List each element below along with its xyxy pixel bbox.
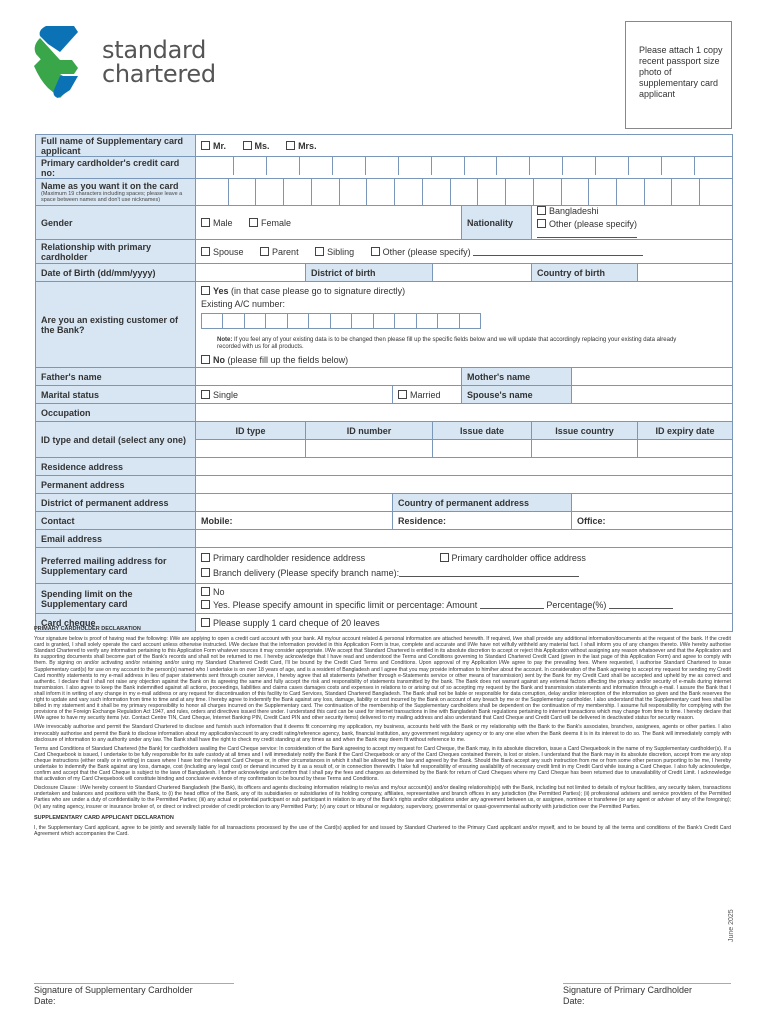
- mailing-address-label: Preferred mailing address for Supplementary card: [36, 548, 196, 584]
- char-box[interactable]: [312, 179, 340, 205]
- checkbox-icon[interactable]: [398, 390, 407, 399]
- mother-name-label: Mother's name: [462, 368, 572, 386]
- contact-label: Contact: [36, 512, 196, 530]
- card-number-label: Primary cardholder's credit card no:: [36, 157, 196, 179]
- occupation-label: Occupation: [36, 404, 196, 422]
- contact-mobile[interactable]: Mobile:: [196, 512, 393, 530]
- spending-options[interactable]: [196, 584, 733, 614]
- existing-yes-option[interactable]: Yes (in that case please go to signature directly): [201, 286, 727, 296]
- char-box[interactable]: [333, 157, 366, 175]
- issue-country-field[interactable]: [532, 440, 638, 458]
- primary-signature-label: Signature of Primary Cardholder: [563, 985, 693, 995]
- char-box[interactable]: [695, 157, 727, 175]
- char-box[interactable]: [451, 179, 479, 205]
- supplementary-signature-label: Signature of Supplementary Cardholder: [34, 985, 193, 995]
- mailing-residence[interactable]: Primary cardholder residence address: [201, 553, 437, 563]
- issue-country-header: Issue country: [532, 422, 638, 440]
- logo-mark-icon: [30, 24, 82, 100]
- char-box[interactable]: [629, 157, 662, 175]
- application-form: [35, 134, 733, 632]
- declaration-paragraph-3: Terms and Conditions of Standard Chartered (the Bank) for cardholders availing the Card Cheque service: In consideration of the Bank agreeing to accept my request for Card Cheque, the Bank may, in its absolute discretion, issue a Card Chequebook in the name of my Supplementary cardholder(s). If a Card Chequebook is issued, I undertake to be fully responsible for its safe custody at all times and I will immediately notify the Bank if the Card Chequebook or any of the Card Cheques contained therein, is lost or stolen. I understand that the Bank may in its absolute discretion, accept from me any stop cheque instructions (either orally or in writing) in cases where I have lost the relevant Card Cheque or, in other circumstances in which it shall be allowed by the law and agreed by the Bank. Should the Bank accept any such instruction from me or from some other person purporting to be me, I hereby undertake to indemnify the Bank against any loss, damage, cost (including any legal cost) or demand incurred by it as a result of, or in connection therewith. I take full responsibility of ensuring availability of necessary credit limit in my Credit Card while issuing a Card Cheque. I also fully acknowledge, confirm and accept that the Card Cheque is subject to the laws of Bangladesh. I further acknowledge and confirm that I shall pay the fees and charges as determined by the Bank for return of Card Cheques where my Card Cheque has been returned due to unavailability of Credit Limit. I acknowledge that activation of my Card Chequebook will constitute binding and conclusive evidence of my confirmation to be bound by these Terms and Conditions.: [34, 745, 731, 783]
- gender-male[interactable]: Male: [201, 218, 233, 228]
- char-box[interactable]: [423, 179, 451, 205]
- checkbox-icon[interactable]: [201, 587, 210, 596]
- char-box[interactable]: [617, 179, 645, 205]
- account-digit-box[interactable]: [331, 314, 352, 328]
- checkbox-icon[interactable]: [201, 247, 210, 256]
- residence-address-label: Residence address: [36, 458, 196, 476]
- char-box[interactable]: [284, 179, 312, 205]
- title-mr[interactable]: Mr.: [201, 141, 226, 151]
- signature-line-left: [34, 983, 234, 984]
- id-number-header: ID number: [306, 422, 433, 440]
- id-type-field[interactable]: [196, 440, 306, 458]
- dob-field[interactable]: [196, 264, 306, 282]
- char-box[interactable]: [662, 157, 695, 175]
- id-type-header: ID type: [196, 422, 306, 440]
- existing-customer-options[interactable]: [196, 282, 733, 368]
- country-of-birth-field[interactable]: [638, 264, 733, 282]
- checkbox-icon[interactable]: [371, 247, 380, 256]
- photo-attachment-box: [625, 21, 732, 129]
- char-box[interactable]: [465, 157, 498, 175]
- checkbox-icon[interactable]: [201, 355, 210, 364]
- char-box[interactable]: [234, 157, 267, 175]
- district-permanent-field[interactable]: [196, 494, 393, 512]
- char-box[interactable]: [563, 157, 596, 175]
- spending-limit-label: Spending limit on the Supplementary card: [36, 584, 196, 614]
- father-name-field[interactable]: [196, 368, 462, 386]
- card-cheque-option[interactable]: Please supply 1 card cheque of 20 leaves: [196, 614, 733, 632]
- dob-label: Date of Birth (dd/mm/yyyy): [36, 264, 196, 282]
- char-box[interactable]: [672, 179, 700, 205]
- account-digit-box[interactable]: [395, 314, 416, 328]
- district-of-birth-field[interactable]: [433, 264, 532, 282]
- supplementary-date-label: Date:: [34, 996, 56, 1006]
- char-box[interactable]: [596, 157, 629, 175]
- logo-word-chartered: chartered: [102, 60, 216, 88]
- existing-customer-label: Are you an existing customer of the Bank?: [36, 282, 196, 368]
- declaration-paragraph-2: I/We irrevocably authorise and permit the Standard Chartered to disclose and furnish such information that it deems fit concerning my application, my business, accounts held with the Bank or my relationship with the Bank to the Bank's associates, branches, assignees, agents or other parties. I also irrevocably authorise and permit the Bank to disclose information about my application/account to any credit rating/reference agency, bank, financial institution, any government regulatory agency or to any one else when the Bank deems it is in its interest to do so. The Bank will immediately comply with disclosure of information to any authority under any law. The Bank shall have the right to check my credit standing at any times as and when the Bank may deem fit without reference to me.: [34, 724, 731, 743]
- country-permanent-label: Country of permanent address: [393, 494, 572, 512]
- declaration-paragraph-5: I, the Supplementary Card applicant, agree to be jointly and severally liable for all transactions processed by the use of the Card(s) applied for and issued by Standard Chartered to the Primary Card applicant and/or myself, and to be bound by all the terms and conditions of the Bank's Credit Card Agreement which accompanies the Card.: [34, 824, 731, 837]
- district-permanent-label: District of permanent address: [36, 494, 196, 512]
- char-box[interactable]: [506, 179, 534, 205]
- checkbox-icon[interactable]: [201, 568, 210, 577]
- nationality-other[interactable]: Other (please specify): [537, 219, 727, 239]
- char-box[interactable]: [201, 179, 229, 205]
- account-digit-box[interactable]: [417, 314, 438, 328]
- checkbox-icon[interactable]: [201, 390, 210, 399]
- marital-married[interactable]: Married: [393, 386, 462, 404]
- account-digit-box[interactable]: [374, 314, 395, 328]
- declarations: [34, 626, 731, 840]
- gender-options[interactable]: [196, 206, 462, 240]
- spending-yes[interactable]: Yes. Please specify amount in specific limit or percentage: Amount Percentage(%): [201, 600, 727, 610]
- nationality-options[interactable]: [532, 206, 733, 240]
- char-box[interactable]: [700, 179, 727, 205]
- relationship-other[interactable]: Other (please specify): [371, 247, 644, 257]
- checkbox-icon[interactable]: [440, 553, 449, 562]
- declaration-paragraph-4: Disclosure Clause : I/We hereby consent to Standard Chartered Bangladesh (the Bank), its officers and agents disclosing information relating to me/us and my/our account(s) and/or dealing relationship(s) with the Bank, including but not limited to details of my/our facilities, any security taken, transactions undertaken and balances and positions with the Bank, to (i) the head office of the Bank, any of its subsidiaries or subsidiaries of its holding company, affiliates, representative and branch offices in any jurisdiction (the Permitted Parties); (ii) professional advisers and service providers of the Permitted Parties who are under a duty of confidentiality to the Permitted Parties; (iii) any actual or potential participant or sub participant in relation to any of the Bank's rights and/or obligations under any agreement between us, or assignee, nominee or transferee (or any agent or adviser of any of the foregoing); (iv) any rating agency, insurer or insurance broker of, or direct or indirect provider of credit protection to any Permitted Party; (v) any court or tribunal or regulatory, supervisory, governmental or quasi-governmental authority with jurisdiction over the Permitted Parties.: [34, 785, 731, 810]
- spending-no[interactable]: No: [201, 587, 727, 597]
- mailing-options[interactable]: [196, 548, 733, 584]
- marital-status-label: Marital status: [36, 386, 196, 404]
- char-box[interactable]: [589, 179, 617, 205]
- checkbox-icon[interactable]: [249, 218, 258, 227]
- email-label: Email address: [36, 530, 196, 548]
- permanent-address-field[interactable]: [196, 476, 733, 494]
- id-number-field[interactable]: [306, 440, 433, 458]
- char-box[interactable]: [497, 157, 530, 175]
- account-digit-box[interactable]: [438, 314, 459, 328]
- card-number-boxes[interactable]: [196, 157, 733, 179]
- char-box[interactable]: [267, 157, 300, 175]
- title-mrs[interactable]: Mrs.: [286, 141, 317, 151]
- account-digit-box[interactable]: [288, 314, 309, 328]
- account-digit-box[interactable]: [245, 314, 266, 328]
- country-permanent-field[interactable]: [572, 494, 733, 512]
- supplementary-declaration-heading: SUPPLEMENTARY CARD APPLICANT DECLARATION: [34, 814, 174, 821]
- id-expiry-field[interactable]: [638, 440, 733, 458]
- existing-ac-label: Existing A/C number:: [201, 299, 286, 309]
- nationality-bangladeshi[interactable]: Bangladeshi: [537, 206, 727, 216]
- gender-label: Gender: [36, 206, 196, 240]
- char-box[interactable]: [300, 157, 333, 175]
- name-on-card-boxes[interactable]: [196, 179, 733, 206]
- photo-instructions: Please attach 1 copy recent passport size photo of supplementary card applicant: [639, 45, 723, 99]
- id-type-label: ID type and detail (select any one): [36, 422, 196, 458]
- char-box[interactable]: [399, 157, 432, 175]
- id-expiry-header: ID expiry date: [638, 422, 733, 440]
- issue-date-header: Issue date: [433, 422, 532, 440]
- char-box[interactable]: [367, 179, 395, 205]
- logo-word-standard: standard: [102, 36, 207, 64]
- gender-female[interactable]: Female: [249, 218, 291, 228]
- primary-declaration-heading: PRIMARY CARDHOLDER DECLARATION: [34, 626, 141, 632]
- checkbox-icon[interactable]: [243, 141, 252, 150]
- relationship-parent[interactable]: Parent: [260, 247, 299, 257]
- marital-single[interactable]: Single: [196, 386, 393, 404]
- title-ms[interactable]: Ms.: [243, 141, 270, 151]
- occupation-field[interactable]: [196, 404, 733, 422]
- relationship-label: Relationship with primary cardholder: [36, 240, 196, 264]
- account-digit-box[interactable]: [352, 314, 373, 328]
- account-digit-box[interactable]: [309, 314, 330, 328]
- full-name-label: Full name of Supplementary card applicant: [36, 135, 196, 157]
- issue-date-field[interactable]: [433, 440, 532, 458]
- existing-ac-boxes[interactable]: [201, 313, 481, 329]
- char-box[interactable]: [201, 157, 234, 175]
- residence-address-field[interactable]: [196, 458, 733, 476]
- checkbox-icon[interactable]: [537, 206, 546, 215]
- checkbox-icon[interactable]: [260, 247, 269, 256]
- char-box[interactable]: [256, 179, 284, 205]
- country-of-birth-label: Country of birth: [532, 264, 638, 282]
- existing-no-option[interactable]: No (please fill up the fields below): [201, 355, 727, 365]
- account-digit-box[interactable]: [223, 314, 244, 328]
- relationship-options[interactable]: [196, 240, 733, 264]
- primary-date-label: Date:: [563, 996, 585, 1006]
- relationship-sibling[interactable]: Sibling: [315, 247, 354, 257]
- spouse-name-label: Spouse's name: [462, 386, 572, 404]
- char-box[interactable]: [534, 179, 562, 205]
- spouse-name-field[interactable]: [572, 386, 733, 404]
- char-box[interactable]: [366, 157, 399, 175]
- card-cheque-label: Card cheque: [36, 614, 196, 632]
- char-box[interactable]: [478, 179, 506, 205]
- checkbox-icon[interactable]: [201, 141, 210, 150]
- char-box[interactable]: [562, 179, 590, 205]
- logo-wordmark: [102, 38, 216, 86]
- permanent-address-label: Permanent address: [36, 476, 196, 494]
- full-name-field[interactable]: [196, 135, 733, 157]
- declaration-paragraph-1: Your signature below is proof of having read the following: I/We are applying to open a credit card account with your bank. All my/our account related & personal information are attached herewith. If required, I/we shall provide any additional information/documents at the request of the bank. If the credit card is granted, I shall solely operate the card account unless otherwise instructed. I/We declare that the information provided in this Application Form is true, complete and accurate and I/We have not wilfully withheld any material fact. I shall inform you of any changes thereto. I/We hereby authorise Standard Chartered to verify any information pertaining to this Application Form whatever sources it may consider appropriate. I/We accept that Standard Chartered is entitled in its absolute discretion to accept or reject this Application without assigning any reason whatsoever and that the Application and its supporting documents shall become part of the Bank's records and shall not be returned to me. I hereby acknowledge that I have read and understood the Terms and Conditions governing to Standard Chartered Credit Card (given in the last page of this Application Form) and agree to comply with them. By signing on and/or activating and/or retaining and/or using my Standard Chartered Credit Card, I'll be bound by the Credit Card Terms and Conditions. Upon approval of my Application I/We agree to pay the prevailing fees. Where requested, I authorise Standard Chartered to issue Supplementary card(s) for use on my account to the person(s) named who I undertake is on over 18 years of age, and is a resident of Bangladesh and I agree that you may provide information to him/her about the account. In consideration of the Bank agreeing to accept my request for sending my Credit Card monthly statements to my e-mail address in lieu of paper statements sent through courier service, I hereby agree that all statements (whether through e-Statements service or other means of transmission) sent by the Bank for my Credit Card shall be accepted and upheld by me as correct and authentic. I declare that I shall not raise any objection against the Bank on its agreeing the same and fully accept the risk and responsibility of statements transmitted by the bank. The Bank does not warrant against any external factors affecting the privacy and/or security of e-mails during internet transmission. I also agree to keep the Bank indemnified against all actions, proceedings, liabilities and claims cases damages costs and expenses in relations to or arising out of so accepting my request by the Bank and transmission statements and information through e-mail. I assure the Bank that I shall inform it in writing of any change in my e-mail address or any request for discontinuation of this facility to Card Services, Standard Chartered Bangladesh. The Bank shall not be liable or responsible for data corruption, delay and/or interception of the information so given and the Bank reserves the right to update and vary such information from time to time and at any time. I hereby agree to indemnify the Bank against any loss, damage, liability or cost incurred by the Bank on account of any breach by me or the Supplementary cardholder. I also understand that the Supplementary card fees shall be billed in my statement and it shall be my primary responsibility to honor all charges incurred on the Supplementary card. The continuation of the membership of the Supplementary cardholders shall be dependent on the continuation of my membership. I assume full responsibility for complying with the provisions of the Foreign Exchange Regulation Act 1947, and rules, orders and directives issued there under. I understand this card can be used for internet transactions in line with Bangladesh Bank regulations pertaining to internet transactions which may change from time to time. I hereby declare that I/We agree to have my security items (viz. Contact Centre TIN, Card Cheque, Internet Banking PIN, Credit Card PIN and other security items) delivered to my mailing address and also understand that Card Cheque and Credit Card will be delivered in deactivated status for security reason.: [34, 636, 731, 722]
- checkbox-icon[interactable]: [286, 141, 295, 150]
- name-on-card-note: (Maximum 19 characters including spaces; please leave a space between names and don't use nicknames): [41, 191, 183, 203]
- checkbox-icon[interactable]: [201, 218, 210, 227]
- char-box[interactable]: [340, 179, 368, 205]
- contact-residence[interactable]: Residence:: [393, 512, 572, 530]
- char-box[interactable]: [395, 179, 423, 205]
- mother-name-field[interactable]: [572, 368, 733, 386]
- checkbox-icon[interactable]: [537, 219, 546, 228]
- name-on-card-label: [36, 179, 196, 206]
- checkbox-icon[interactable]: [201, 553, 210, 562]
- name-on-card-title: Name as you want it on the card: [41, 181, 179, 191]
- checkbox-icon[interactable]: [315, 247, 324, 256]
- mailing-branch[interactable]: Branch delivery (Please specify branch name):: [201, 568, 727, 578]
- account-digit-box[interactable]: [460, 314, 480, 328]
- checkbox-icon[interactable]: [201, 286, 210, 295]
- account-digit-box[interactable]: [266, 314, 287, 328]
- account-digit-box[interactable]: [202, 314, 223, 328]
- checkbox-icon[interactable]: [201, 600, 210, 609]
- district-of-birth-label: District of birth: [306, 264, 433, 282]
- char-box[interactable]: [432, 157, 465, 175]
- father-name-label: Father's name: [36, 368, 196, 386]
- char-box[interactable]: [229, 179, 257, 205]
- email-field[interactable]: [196, 530, 733, 548]
- relationship-spouse[interactable]: Spouse: [201, 247, 244, 257]
- mailing-office[interactable]: Primary cardholder office address: [440, 553, 586, 563]
- signature-line-right: [563, 983, 731, 984]
- nationality-label: Nationality: [462, 206, 532, 240]
- contact-office[interactable]: Office:: [572, 512, 733, 530]
- standard-chartered-logo: [30, 24, 240, 104]
- char-box[interactable]: [530, 157, 563, 175]
- form-version: June 2025: [728, 909, 735, 942]
- existing-note: Note: If you feel any of your existing data is to be changed then please fill up the specific fields below and we will update that accordingly replacing your existing data already recorded with us for all products.: [217, 337, 677, 350]
- char-box[interactable]: [645, 179, 673, 205]
